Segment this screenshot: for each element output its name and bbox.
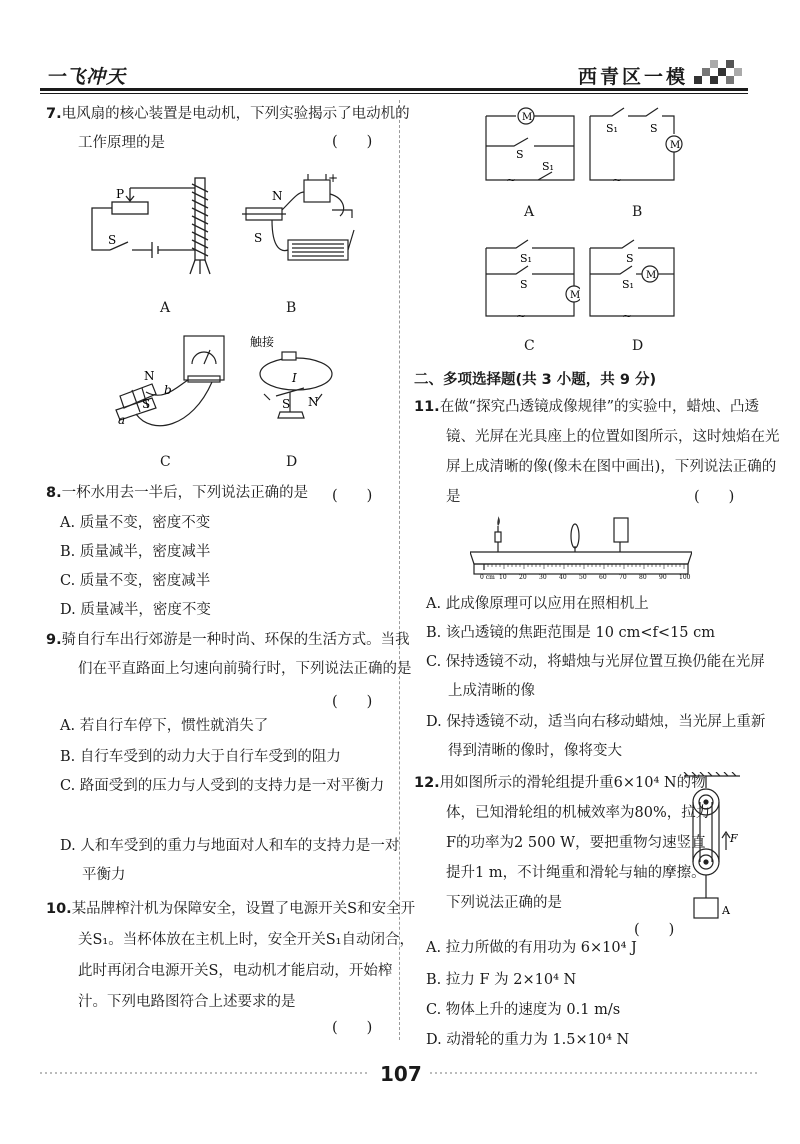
current-label-i: I [292,371,297,385]
q10-option-d-label: D [632,338,644,354]
q12-option-c: C. 物体上升的速度为 0.1 m/s [426,1002,621,1018]
q11-option-d: D. 保持透镜不动，适当向右移动蜡烛，当光屏上重新得到清晰的像时，像将变大 [426,714,766,759]
ruler-label: 100 [679,574,691,581]
wire-label-b: b [164,383,172,397]
question-10 [46,894,418,1018]
q10-option-c-label: C [524,338,535,354]
ruler-label: 50 [579,574,587,581]
ruler-label: 60 [599,574,607,581]
q7-figure-c-galvanometer [112,332,232,432]
switch-label-s: S [516,148,524,161]
ruler-label: 90 [659,574,667,581]
pole-label-s: S [142,397,151,411]
pole-label-n: N [272,189,283,203]
pole-label-s: S [282,397,291,411]
question-12 [414,768,720,918]
q10-option-b-label: B [632,204,643,220]
q7-figure-d-oersted [246,332,346,432]
question-number: 9. [46,632,62,648]
motor-label: M [522,112,533,123]
ruler-ticks [484,564,684,569]
q10-circuit-c [480,238,580,324]
switch-label-s: S [626,252,634,265]
q7-option-d-label: D [286,454,298,470]
q10-circuit-b [586,102,686,188]
q9-option-b: B. 自行车受到的动力大于自行车受到的阻力 [60,749,341,765]
answer-bracket: ( ) [694,489,735,505]
ruler-label: 40 [559,574,567,581]
q8-option-a: A. 质量不变，密度不变 [60,515,211,531]
answer-bracket: ( ) [634,922,675,938]
question-number: 12. [414,775,440,791]
answer-bracket: ( ) [332,488,373,504]
q10-circuit-d [586,238,686,324]
q8-option-c: C. 质量不变，密度减半 [60,573,211,589]
battery-plus-label: + [328,171,339,185]
switch-label-s: S [520,278,528,291]
page-number: 107 [380,1062,422,1086]
switch-label-s1: S₁ [520,252,532,265]
q12-option-a: A. 拉力所做的有用功为 6×10⁴ J [426,940,637,956]
answer-bracket: ( ) [332,694,373,710]
ruler-label: 10 [499,574,507,581]
header-series-title: 一飞冲天 [46,66,127,88]
touch-label: 触接 [250,335,275,349]
q10-circuit-a [480,102,580,188]
switch-label-s: S [650,122,658,135]
q9-option-a: A. 若自行车停下，惯性就消失了 [60,718,269,734]
q7-figure-a-electromagnet [80,170,230,280]
force-label-f: F [730,832,738,845]
question-9 [46,626,418,684]
q11-option-c: C. 保持透镜不动，将蜡烛与光屏位置互换仍能在光屏上成清晰的像 [426,654,765,699]
ac-source-label: ~ [506,173,517,187]
q8-option-b: B. 质量减半，密度减半 [60,544,211,560]
ruler-label: 80 [639,574,647,581]
q7-option-b-label: B [286,300,297,316]
q7-figure-b-motor-rails [232,170,362,270]
q7-option-a-label: A [160,300,171,316]
switch-label-s1: S₁ [542,160,554,173]
question-number: 8. [46,485,62,501]
header-rule [40,88,748,91]
pole-label-s: S [254,231,263,245]
header-exam-title: 西青区一模 [578,66,689,88]
ac-source-label: ~ [612,173,623,187]
q12-option-b: B. 拉力 F 为 2×10⁴ N [426,972,577,988]
q11-option-a: A. 此成像原理可以应用在照相机上 [426,596,649,612]
answer-bracket: ( ) [332,134,373,150]
q12-option-d: D. 动滑轮的重力为 1.5×10⁴ N [426,1032,630,1048]
question-text: 骑自行车出行郊游是一种时尚、环保的生活方式。当我们在平直路面上匀速向前骑行时，下列说法正确的是 [61,632,412,677]
motor-label: M [570,290,580,301]
motor-label: M [646,270,657,281]
motor-label: M [670,140,681,151]
switch-label-s1: S₁ [622,278,634,291]
header-checker-decoration [694,58,742,86]
question-text: 电风扇的核心装置是电动机，下列实验揭示了电动机的工作原理的是 [61,106,410,151]
ac-source-label: ~ [622,309,633,323]
object-label-a: A [722,904,730,917]
q9-option-c: C. 路面受到的压力与人受到的支持力是一对平衡力 [60,778,385,794]
q11-optical-bench [470,512,692,584]
answer-bracket: ( ) [332,1020,373,1036]
ruler-labels [480,574,691,581]
ruler-label: 70 [619,574,627,581]
q7-option-c-label: C [160,454,171,470]
rheostat-label-p: P [116,187,125,201]
switch-label-s: S [108,233,117,247]
question-text: 在做“探究凸透镜成像规律”的实验中，蜡烛、凸透镜、光屏在光具座上的位置如图所示，这时烛焰在光屏上成清晰的像(像未在图中画出)，下列说法正确的是 [439,399,780,505]
q10-option-a-label: A [524,204,535,220]
switch-label-s1: S₁ [606,122,618,135]
q9-option-d: D. 人和车受到的重力与地面对人和车的支持力是一对平衡力 [60,838,400,883]
section-heading-multiple-choice: 二、多项选择题(共 3 小题，共 9 分) [414,372,657,388]
ruler-label: 30 [539,574,547,581]
q12-pulley-system [680,772,750,922]
header-rule-thin [40,93,748,94]
pole-label-n: N [144,369,155,383]
footer-dotted-rule-right [430,1070,760,1076]
pole-label-n: N [308,395,319,409]
question-number: 11. [414,399,440,415]
ruler-label: 20 [519,574,527,581]
question-number: 7. [46,106,62,122]
question-text: 一杯水用去一半后，下列说法正确的是 [61,485,309,501]
ac-source-label: ~ [516,309,527,323]
question-text: 用如图所示的滑轮组提升重6×10⁴ N的物体，已知滑轮组的机械效率为80%，拉力F的功率为2 500 W，要把重物匀速竖直提升1 m，不计绳重和滑轮与轴的摩擦。下列说法正确的是 [439,775,711,911]
q8-option-d: D. 质量减半，密度不变 [60,602,211,618]
ruler-label: 0 cm [480,574,495,581]
question-number: 10. [46,901,72,917]
question-text: 某品牌榨汁机为保障安全，设置了电源开关S和安全开关S₁。当杯体放在主机上时，安全开关S₁自动闭合，此时再闭合电源开关S，电动机才能启动，开始榨汁。下列电路图符合上述要求的是 [71,901,416,1010]
q11-option-b: B. 该凸透镜的焦距范围是 10 cm<f<15 cm [426,625,716,641]
footer-dotted-rule-left [40,1070,370,1076]
wire-label-a: a [118,413,126,427]
